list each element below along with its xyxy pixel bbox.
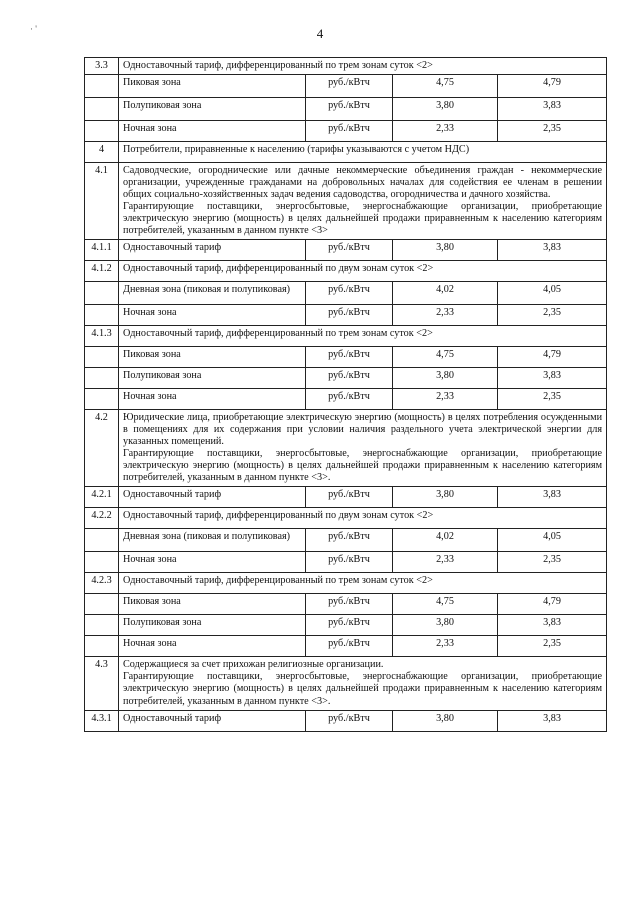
- value-1: 4,75: [393, 75, 498, 98]
- unit-cell: руб./кВтч: [306, 636, 393, 657]
- zone-label: Полупиковая зона: [119, 368, 306, 389]
- table-row: [85, 98, 607, 121]
- zone-label: Ночная зона: [119, 636, 306, 657]
- row-label: Одноставочный тариф, дифференцированный по трем зонам суток <2>: [119, 58, 607, 75]
- tariff-label: Одноставочный тариф: [119, 487, 306, 508]
- value-1: 3,80: [393, 615, 498, 636]
- value-1: 4,75: [393, 347, 498, 368]
- zone-label: Дневная зона (пиковая и полупиковая): [119, 282, 306, 305]
- value-2: 3,83: [498, 710, 607, 731]
- table-row: [85, 75, 607, 98]
- tariff-label: Одноставочный тариф: [119, 710, 306, 731]
- category-description: [119, 410, 607, 487]
- value-1: 3,80: [393, 98, 498, 121]
- value-2: 4,79: [498, 75, 607, 98]
- zone-label: Ночная зона: [119, 305, 306, 326]
- value-2: 2,35: [498, 305, 607, 326]
- value-2: 2,35: [498, 389, 607, 410]
- description-paragraph: Гарантирующие поставщики, энергосбытовые, энергоснабжающие организации, приобретающие электрическую энергию (мощность) в целях дальнейшей продажи приравненным к населению категориям потребителей, указанным в данном пункте <3>: [123, 201, 603, 237]
- table-row: [85, 573, 607, 594]
- unit-cell: руб./кВтч: [306, 487, 393, 508]
- row-number: 4.1.1: [85, 240, 119, 261]
- unit-cell: руб./кВтч: [306, 615, 393, 636]
- table-row: [85, 326, 607, 347]
- table-row: [85, 121, 607, 142]
- unit-cell: руб./кВтч: [306, 98, 393, 121]
- row-number: 4.3: [85, 657, 119, 710]
- table-row: [85, 240, 607, 261]
- value-1: 2,33: [393, 121, 498, 142]
- row-number: 3.3: [85, 58, 119, 75]
- row-number: 4.2.3: [85, 573, 119, 594]
- row-number: 4.2.2: [85, 508, 119, 529]
- zone-label: Ночная зона: [119, 121, 306, 142]
- value-2: 3,83: [498, 615, 607, 636]
- tariff-table: [84, 57, 607, 732]
- table-row: [85, 529, 607, 552]
- table-row: [85, 594, 607, 615]
- table-row: [85, 710, 607, 731]
- table-row: [85, 389, 607, 410]
- value-2: 2,35: [498, 636, 607, 657]
- table-row: [85, 487, 607, 508]
- page-number: 4: [316, 26, 324, 41]
- value-1: 3,80: [393, 368, 498, 389]
- value-1: 3,80: [393, 240, 498, 261]
- row-number: 4.2.1: [85, 487, 119, 508]
- zone-label: Ночная зона: [119, 552, 306, 573]
- table-row: [85, 163, 607, 240]
- description-paragraph: Гарантирующие поставщики, энергосбытовые, энергоснабжающие организации, приобретающие электрическую энергию (мощность) в целях дальнейшей продажи приравненным к населению категориям потребителей, указанным в данном пункте <3>.: [123, 448, 603, 484]
- value-2: 4,79: [498, 594, 607, 615]
- unit-cell: руб./кВтч: [306, 389, 393, 410]
- zone-label: Пиковая зона: [119, 347, 306, 368]
- description-paragraph: Садоводческие, огороднические или дачные некоммерческие объединения граждан - некоммерческие организации, учрежденные гражданами на добровольных началах для содействия ее членам в решении общих социально-хозяйственных задач ведения садоводства, огородничества и дачного хозяйства.: [123, 165, 603, 201]
- unit-cell: руб./кВтч: [306, 240, 393, 261]
- value-2: 3,83: [498, 487, 607, 508]
- table-row: [85, 261, 607, 282]
- zone-label: Пиковая зона: [119, 594, 306, 615]
- value-2: 4,05: [498, 529, 607, 552]
- unit-cell: руб./кВтч: [306, 305, 393, 326]
- table-row: [85, 347, 607, 368]
- row-label: Одноставочный тариф, дифференцированный по двум зонам суток <2>: [119, 261, 607, 282]
- unit-cell: руб./кВтч: [306, 75, 393, 98]
- table-row: [85, 615, 607, 636]
- row-label: Одноставочный тариф, дифференцированный по двум зонам суток <2>: [119, 508, 607, 529]
- corner-marks: · ': [30, 24, 37, 34]
- zone-label: Ночная зона: [119, 389, 306, 410]
- zone-label: Дневная зона (пиковая и полупиковая): [119, 529, 306, 552]
- row-label: Одноставочный тариф, дифференцированный по трем зонам суток <2>: [119, 573, 607, 594]
- zone-label: Пиковая зона: [119, 75, 306, 98]
- row-number: 4: [85, 142, 119, 163]
- value-2: 2,35: [498, 121, 607, 142]
- value-1: 2,33: [393, 552, 498, 573]
- unit-cell: руб./кВтч: [306, 710, 393, 731]
- tariff-label: Одноставочный тариф: [119, 240, 306, 261]
- value-2: 3,83: [498, 240, 607, 261]
- value-2: 4,05: [498, 282, 607, 305]
- value-2: 3,83: [498, 368, 607, 389]
- category-description: [119, 163, 607, 240]
- description-paragraph: Гарантирующие поставщики, энергосбытовые, энергоснабжающие организации, приобретающие электрическую энергию (мощность) в целях дальнейшей продажи приравненным к населению категориям потребителей, указанным в данном пункте <3>.: [123, 671, 603, 707]
- table-row: [85, 142, 607, 163]
- description-paragraph: Содержащиеся за счет прихожан религиозные организации.: [123, 659, 384, 671]
- value-1: 4,75: [393, 594, 498, 615]
- value-1: 3,80: [393, 487, 498, 508]
- value-2: 3,83: [498, 98, 607, 121]
- row-number: 4.2: [85, 410, 119, 487]
- zone-label: Полупиковая зона: [119, 615, 306, 636]
- table-row: [85, 282, 607, 305]
- value-2: 2,35: [498, 552, 607, 573]
- category-description: [119, 657, 607, 710]
- row-label: Потребители, приравненные к населению (тарифы указываются с учетом НДС): [119, 142, 607, 163]
- value-1: 4,02: [393, 282, 498, 305]
- table-row: [85, 305, 607, 326]
- value-1: 2,33: [393, 636, 498, 657]
- unit-cell: руб./кВтч: [306, 529, 393, 552]
- table-row: [85, 636, 607, 657]
- table-row: [85, 552, 607, 573]
- value-2: 4,79: [498, 347, 607, 368]
- value-1: 3,80: [393, 710, 498, 731]
- table-row: [85, 657, 607, 710]
- value-1: 4,02: [393, 529, 498, 552]
- unit-cell: руб./кВтч: [306, 368, 393, 389]
- unit-cell: руб./кВтч: [306, 347, 393, 368]
- unit-cell: руб./кВтч: [306, 594, 393, 615]
- table-row: [85, 368, 607, 389]
- description-paragraph: Юридические лица, приобретающие электрическую энергию (мощность) в целях потребления осужденными в помещениях для их содержания при условии наличия раздельного учета электрической энергии для указанных помещений.: [123, 412, 603, 448]
- row-number: 4.3.1: [85, 710, 119, 731]
- value-1: 2,33: [393, 305, 498, 326]
- unit-cell: руб./кВтч: [306, 121, 393, 142]
- row-number: 4.1.2: [85, 261, 119, 282]
- value-1: 2,33: [393, 389, 498, 410]
- row-number: 4.1: [85, 163, 119, 240]
- unit-cell: руб./кВтч: [306, 552, 393, 573]
- unit-cell: руб./кВтч: [306, 282, 393, 305]
- table-row: [85, 508, 607, 529]
- table-row: [85, 58, 607, 75]
- row-label: Одноставочный тариф, дифференцированный по трем зонам суток <2>: [119, 326, 607, 347]
- row-number: 4.1.3: [85, 326, 119, 347]
- zone-label: Полупиковая зона: [119, 98, 306, 121]
- table-row: [85, 410, 607, 487]
